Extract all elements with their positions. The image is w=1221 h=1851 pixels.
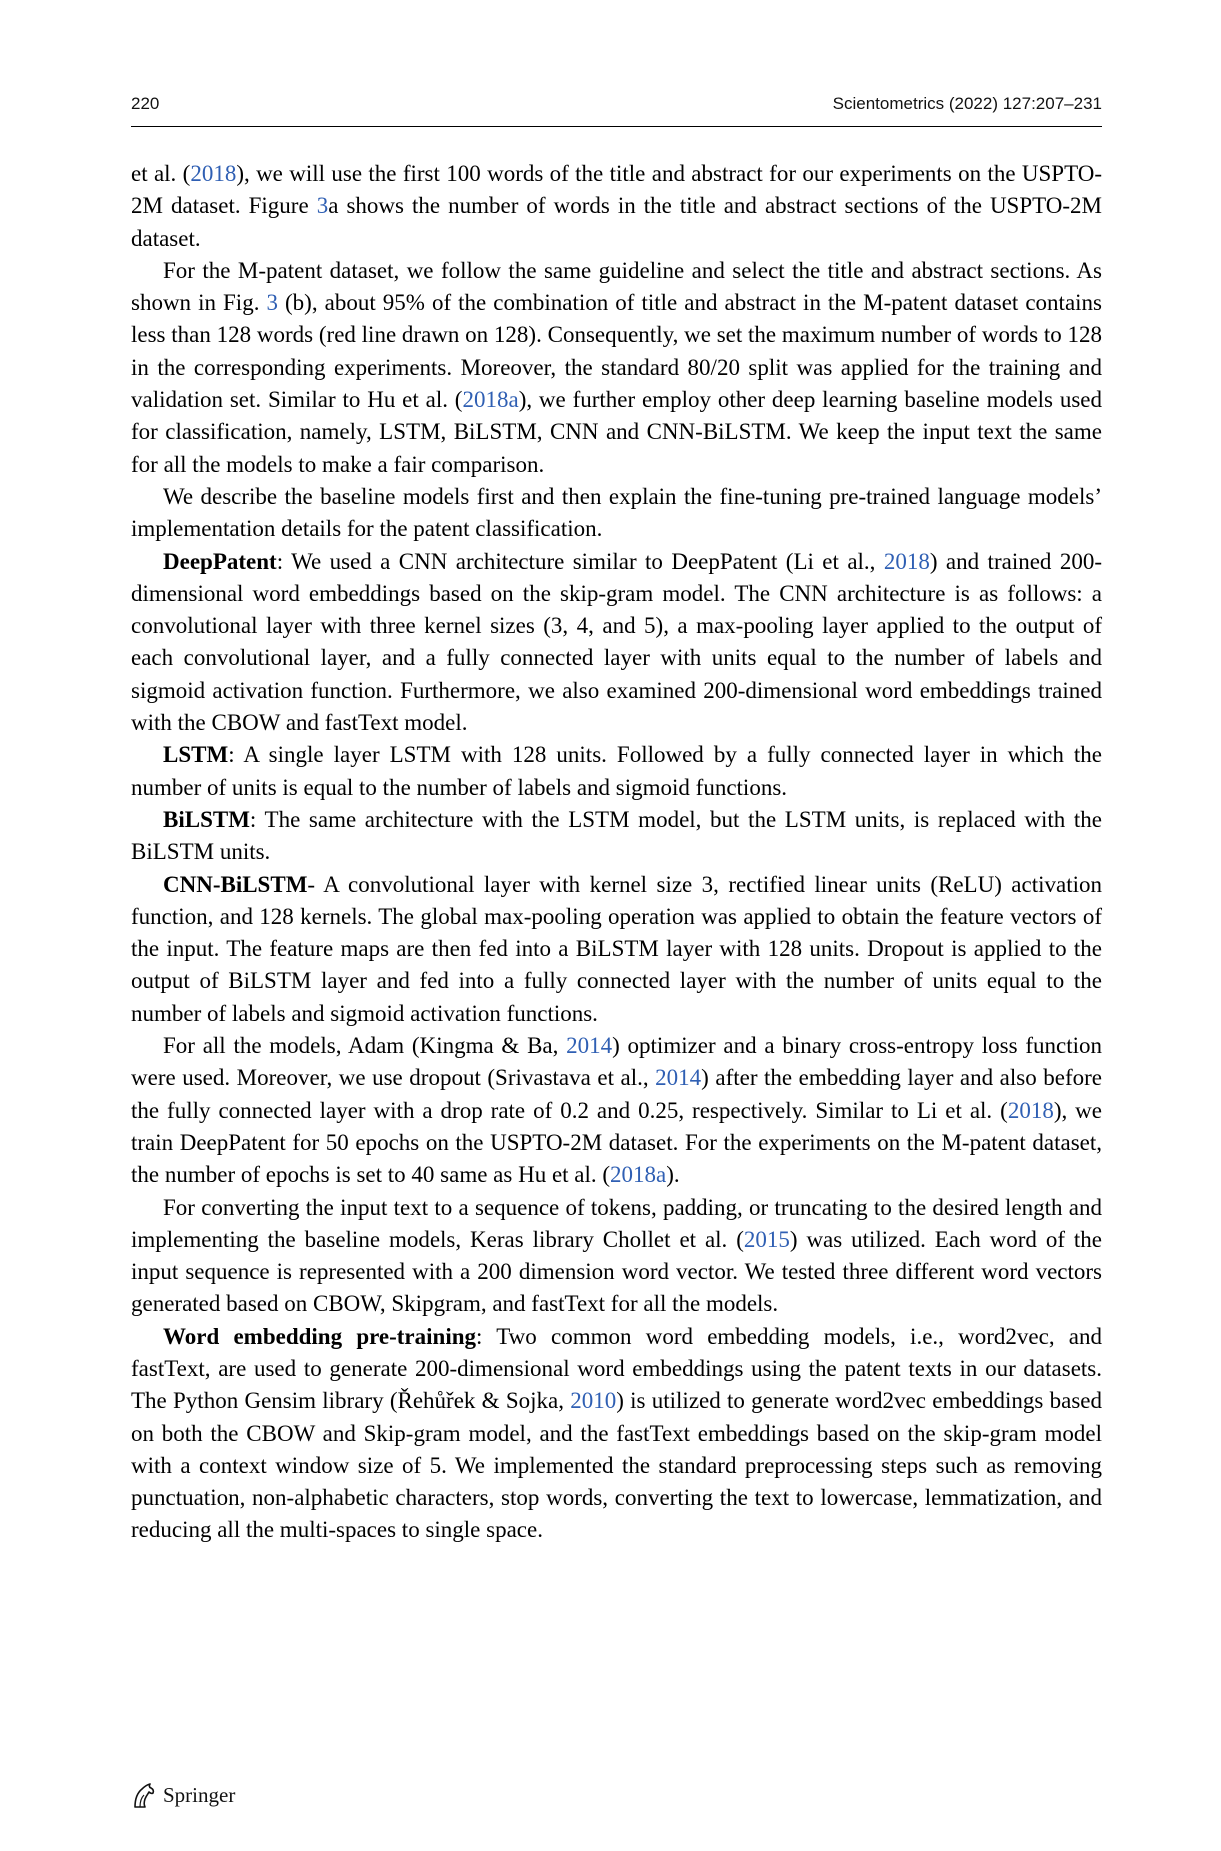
run-in-heading: Word embedding pre-training [163,1323,477,1349]
paragraph [131,255,1102,481]
text-run: ), we train DeepPatent for 50 epochs on the USPTO-2M dataset. For the experiments on the M-patent dataset, the number of epochs is set to 40 same as Hu et al. ( [131,1097,1102,1188]
citation-link[interactable]: 3 [316,193,329,219]
citation-link[interactable]: 2018a [610,1162,667,1188]
text-run: ), we will use the first 100 words of the title and abstract for our experiments on the USPTO-2M dataset. Figure [131,161,1102,219]
citation-link[interactable]: 2018 [1007,1097,1054,1123]
text-run: - A convolutional layer with kernel size 3, rectified linear units (ReLU) activation function, and 128 kernels. The global max-pooling operation was applied to obtain the feature vectors of the input. The feature maps are then fed into a BiLSTM layer with 128 units. Dropout is applied to the output of BiLSTM layer and fed into a fully connected layer with the number of units equal to the number of labels and sigmoid activation functions. [131,871,1102,1026]
text-run: : A single layer LSTM with 128 units. Followed by a fully connected layer in which the number of units is equal to the number of labels and sigmoid functions. [131,742,1102,800]
citation-link[interactable]: 2014 [655,1065,702,1091]
text-run: ) was utilized. Each word of the input sequence is represented with a 200 dimension word vector. We tested three different word vectors generated based on CBOW, Skipgram, and fastText for all the models. [131,1226,1102,1317]
paragraph [131,481,1102,546]
page-number: 220 [131,94,160,113]
run-in-heading: LSTM [163,742,229,768]
text-run: ) is utilized to generate word2vec embeddings based on both the CBOW and Skip-gram model, and the fastText embeddings based on the skip-gram model with a context window size of 5. We implemented the standard preprocessing steps such as removing punctuation, non-alphabetic characters, stop words, converting the text to lowercase, lemmatization, and reducing all the multi-spaces to single space. [131,1388,1103,1543]
publisher-footer [131,1778,235,1812]
journal-reference: Scientometrics (2022) 127:207–231 [832,94,1102,113]
paragraph [131,869,1102,1030]
text-run: : The same architecture with the LSTM model, but the LSTM units, is replaced with the BiLSTM units. [131,806,1102,865]
citation-link[interactable]: 2018 [883,548,930,574]
text-run: ) after the embedding layer and also before the fully connected layer with a drop rate of 0.2 and 0.25, respectively. Similar to Li et al. ( [131,1065,1102,1123]
text-run: For all the models, Adam (Kingma & Ba, [163,1033,567,1059]
run-in-heading: CNN-BiLSTM [163,871,308,897]
text-run: et al. ( [131,161,191,186]
text-run: We describe the baseline models first and then explain the fine-tuning pre-trained language models’ implementation details for the patent classification. [131,483,1102,542]
publisher-name: Springer [163,1782,236,1807]
paragraph [131,1030,1102,1191]
text-run: ). [666,1162,680,1188]
citation-link[interactable]: 2015 [743,1226,790,1252]
citation-link[interactable]: 2010 [570,1388,617,1414]
citation-link[interactable]: 2018 [190,161,237,186]
text-run: ), we further employ other deep learning baseline models used for classification, namely, LSTM, BiLSTM, CNN and CNN-BiLSTM. We keep the input text the same for all the models to make a fair comparison. [131,387,1102,477]
paragraph [131,739,1102,804]
run-in-heading: DeepPatent [163,548,277,574]
citation-link[interactable]: 2014 [566,1033,613,1059]
text-run: a shows the number of words in the title and abstract sections of the USPTO-2M dataset. [131,193,1102,251]
text-run: (b), about 95% of the combination of title and abstract in the M-patent dataset contains less than 128 words (red line drawn on 128). Consequently, we set the maximum number of words to 128 in the corresponding experiments. Moreover, the standard 80/20 split was applied for the training and validation set. Similar to Hu et al. ( [131,290,1102,413]
paragraph [131,546,1102,740]
body-text [131,158,1102,1547]
text-run: For the M-patent dataset, we follow the same guideline and select the title and abstract sections. As shown in Fig. [131,257,1102,316]
paragraph [131,1192,1102,1321]
running-header [131,92,1102,127]
paragraph [131,1321,1102,1547]
text-run: ) and trained 200-dimensional word embeddings based on the skip-gram model. The CNN architecture is as follows: a convolutional layer with three kernel sizes (3, 4, and 5), a max-pooling layer applied to the output of each convolutional layer, and a fully connected layer with units equal to the number of labels and sigmoid activation function. Furthermore, we also examined 200-dimensional word embeddings trained with the CBOW and fastText model. [131,548,1102,736]
paragraph [131,158,1102,255]
text-run: For converting the input text to a sequence of tokens, padding, or truncating to the desired length and implementing the baseline models, Keras library Chollet et al. ( [131,1194,1102,1252]
citation-link[interactable]: 3 [266,290,278,316]
paragraph [131,804,1102,869]
citation-link[interactable]: 2018a [462,387,519,413]
text-run: ) optimizer and a binary cross-entropy loss function were used. Moreover, we use dropout (Srivastava et al., [131,1033,1102,1091]
springer-horse-icon [131,1781,157,1809]
run-in-heading: BiLSTM [163,806,250,832]
text-run: : We used a CNN architecture similar to DeepPatent (Li et al., [276,548,884,574]
text-run: : Two common word embedding models, i.e., word2vec, and fastText, are used to generate 200-dimensional word embeddings using the patent texts in our datasets. The Python Gensim library (Řehůřek & Sojka, [131,1323,1103,1414]
